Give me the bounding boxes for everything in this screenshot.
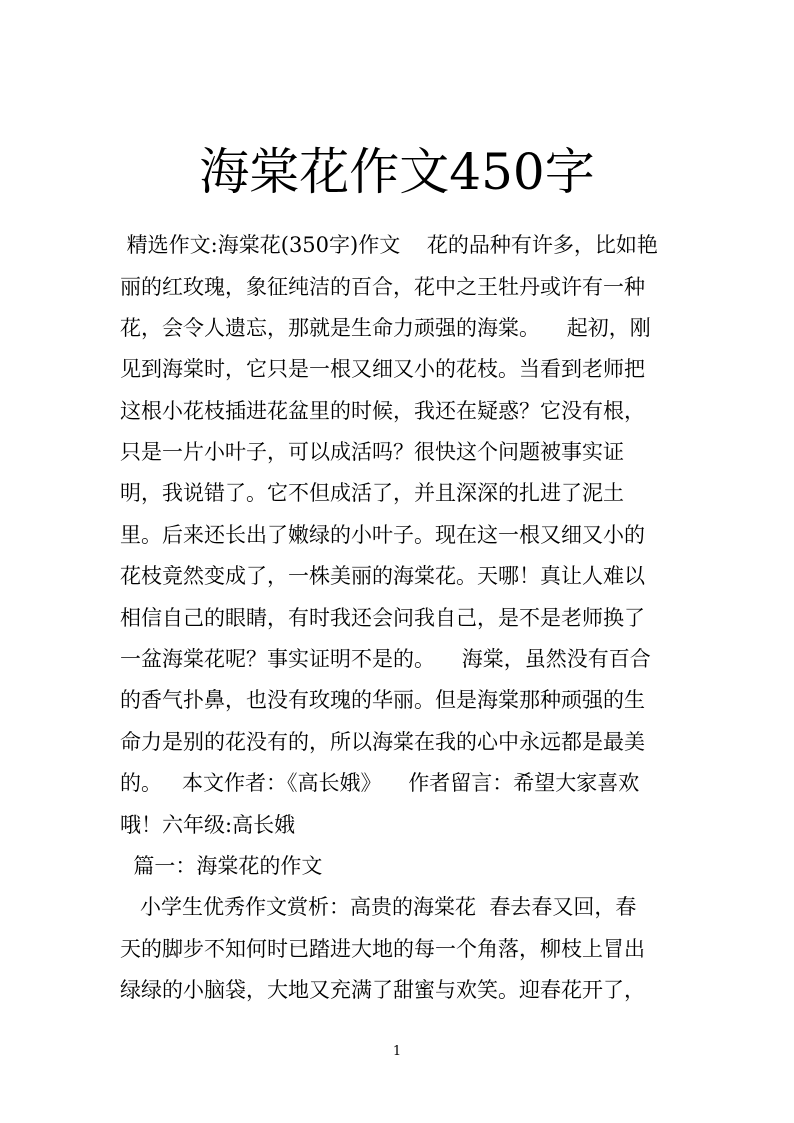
body-line: 里。后来还长出了嫩绿的小叶子。现在这一根又细又小的 bbox=[120, 523, 645, 547]
body-line: 见到海棠时，它只是一根又细又小的花枝。当看到老师把 bbox=[120, 357, 645, 381]
body-line: 花，会令人遗忘，那就是生命力顽强的海棠。 起初，刚 bbox=[120, 316, 651, 340]
body-line: 的。 本文作者：《高长娥》 作者留言：希望大家喜欢 bbox=[120, 771, 640, 795]
body-line: 天的脚步不知何时已踏进大地的每一个角落，柳枝上冒出 bbox=[120, 937, 645, 961]
body-line: 精选作文:海棠花(350字)作文 花的品种有许多，比如艳 bbox=[120, 233, 658, 257]
page-number: 1 bbox=[392, 1044, 402, 1059]
body-line: 小学生优秀作文赏析：高贵的海棠花 春去春又回，春 bbox=[120, 895, 637, 919]
body-line: 明，我说错了。它不但成活了，并且深深的扎进了泥土 bbox=[120, 481, 624, 505]
section-heading: 篇一：海棠花的作文 bbox=[120, 854, 323, 878]
body-line: 命力是别的花没有的，所以海棠在我的心中永远都是最美 bbox=[120, 730, 645, 754]
body-line: 丽的红玫瑰，象征纯洁的百合，花中之王牡丹或许有一种 bbox=[120, 275, 645, 299]
body-line: 相信自己的眼睛，有时我还会问我自己，是不是老师换了 bbox=[120, 606, 645, 630]
body-line: 一盆海棠花呢？事实证明不是的。 海棠，虽然没有百合 bbox=[120, 647, 651, 671]
body-line: 花枝竟然变成了，一株美丽的海棠花。天哪！真让人难以 bbox=[120, 564, 645, 588]
body-line: 的香气扑鼻，也没有玫瑰的华丽。但是海棠那种顽强的生 bbox=[120, 688, 645, 712]
body-line: 只是一片小叶子，可以成活吗？很快这个问题被事实证 bbox=[120, 440, 624, 464]
body-line: 绿绿的小脑袋，大地又充满了甜蜜与欢笑。迎春花开了， bbox=[120, 978, 645, 1002]
body-line: 这根小花枝插进花盆里的时候，我还在疑惑？它没有根， bbox=[120, 399, 645, 423]
document-title: 海棠花作文450字 bbox=[199, 143, 595, 201]
body-line: 哦！六年级:高长娥 bbox=[120, 813, 296, 837]
